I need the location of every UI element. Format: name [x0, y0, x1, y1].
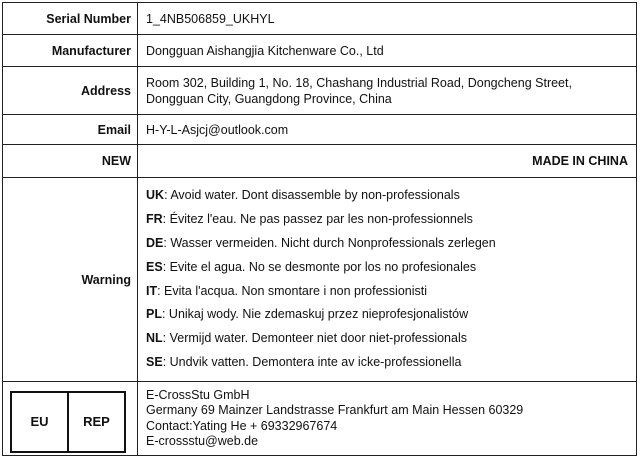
serial-row — [3, 3, 637, 35]
warning-item — [146, 327, 628, 351]
warning-value — [138, 178, 637, 382]
warning-code: DE — [146, 235, 164, 250]
address-value — [138, 67, 637, 115]
warning-code: SE — [146, 354, 163, 369]
rep-company: E-CrossStu GmbH — [146, 387, 250, 402]
new-label: NEW — [3, 145, 138, 178]
manufacturer-label: Manufacturer — [3, 35, 138, 67]
warning-text: : Vermijd water. Demonteer niet door niet-professionals — [162, 331, 467, 346]
warning-label: Warning — [3, 178, 138, 382]
warning-text: : Wasser vermeiden. Nicht durch Nonprofessionals zerlegen — [163, 235, 496, 250]
serial-label: Serial Number — [3, 3, 138, 35]
warning-row — [3, 178, 637, 382]
warning-item — [146, 232, 628, 256]
warning-item — [146, 184, 628, 208]
rep-contact: Contact:Yating He + 69332967674 — [146, 418, 338, 433]
rep-box: REP — [67, 393, 124, 451]
warning-text: : Avoid water. Dont disassemble by non-professionals — [164, 188, 460, 203]
eu-rep-symbol — [10, 391, 126, 453]
warning-code: FR — [146, 212, 163, 227]
warning-item — [146, 280, 628, 304]
product-label — [2, 2, 637, 460]
rep-address: Germany 69 Mainzer Landstrasse Frankfurt am Main Hessen 60329 — [146, 403, 524, 417]
eu-rep-details — [138, 382, 637, 456]
manufacturer-row — [3, 35, 637, 67]
address-row — [3, 67, 637, 115]
warning-item — [146, 303, 628, 327]
address-label: Address — [3, 67, 138, 115]
warning-text: : Evita l'acqua. Non smontare i non professionisti — [157, 283, 427, 298]
made-in-value: MADE IN CHINA — [138, 145, 637, 178]
warning-code: ES — [146, 259, 163, 274]
warning-code: NL — [146, 331, 163, 346]
warning-text: : Evite el agua. No se desmonte por los no profesionales — [162, 259, 477, 274]
warning-text: : Undvik vatten. Demontera inte av icke-professionella — [162, 354, 462, 369]
warning-text: : Unikaj wody. Nie zdemaskuj przez nieprofesjonalistów — [161, 307, 469, 322]
warning-list — [146, 180, 628, 378]
serial-value: 1_4NB506859_UKHYL — [138, 3, 637, 35]
eu-rep-row — [3, 382, 637, 456]
warning-text: : Évitez l'eau. Ne pas passez par les non-professionnels — [162, 212, 473, 227]
warning-code: PL — [146, 307, 162, 322]
email-row — [3, 115, 637, 145]
eu-rep-symbol-cell — [3, 382, 138, 456]
email-label: Email — [3, 115, 138, 145]
address-line-1: Room 302, Building 1, No. 18, Chashang Industrial Road, Dongcheng Street, — [146, 75, 572, 90]
warning-item — [146, 256, 628, 280]
rep-email: E-crossstu@web.de — [146, 434, 259, 448]
warning-code: UK — [146, 188, 165, 203]
label-table — [2, 2, 637, 456]
warning-item — [146, 351, 628, 375]
manufacturer-value: Dongguan Aishangjia Kitchenware Co., Ltd — [138, 35, 637, 67]
email-value: H-Y-L-Asjcj@outlook.com — [138, 115, 637, 145]
new-row — [3, 145, 637, 178]
eu-box: EU — [30, 414, 49, 429]
address-line-2: Dongguan City, Guangdong Province, China — [146, 91, 392, 106]
warning-item — [146, 208, 628, 232]
warning-code: IT — [146, 283, 158, 298]
